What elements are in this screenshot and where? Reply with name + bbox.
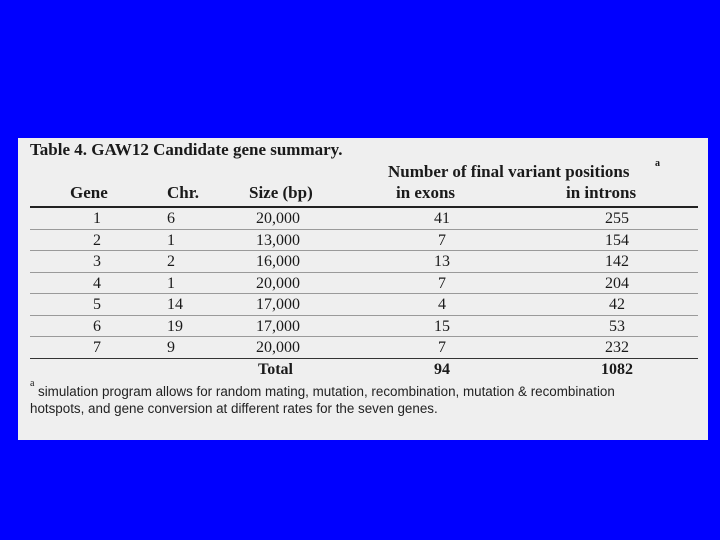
cell-size: 17,000 <box>256 296 300 313</box>
cell-gene: 1 <box>93 210 101 227</box>
table-row <box>30 251 698 273</box>
cell-chr: 1 <box>167 231 175 249</box>
cell-chr: 1 <box>167 274 175 292</box>
cell-gene: 2 <box>93 231 101 249</box>
cell-size: 20,000 <box>256 210 300 227</box>
cell-size: 16,000 <box>256 253 300 270</box>
cell-chr: 19 <box>167 317 183 335</box>
table-row <box>30 294 698 316</box>
total-introns: 1082 <box>601 361 633 378</box>
cell-chr: 14 <box>167 296 183 313</box>
cell-introns: 142 <box>605 253 629 270</box>
cell-gene: 3 <box>93 253 101 270</box>
cell-exons: 4 <box>438 296 446 313</box>
cell-gene: 4 <box>93 274 101 292</box>
cell-size: 20,000 <box>256 339 300 356</box>
cell-introns: 204 <box>605 274 629 292</box>
cell-chr: 9 <box>167 339 175 356</box>
total-label: Total <box>258 361 293 378</box>
header-gene: Gene <box>70 183 108 202</box>
cell-introns: 232 <box>605 339 629 356</box>
footnote-marker: a <box>30 378 35 389</box>
header-variant-positions: Number of final variant positions <box>388 162 630 181</box>
cell-introns: 154 <box>605 231 629 249</box>
footnote <box>30 383 690 417</box>
table-row <box>30 316 698 338</box>
cell-exons: 15 <box>434 317 450 335</box>
total-exons: 94 <box>434 361 450 378</box>
cell-gene: 7 <box>93 339 101 356</box>
header-size: Size (bp) <box>249 183 313 202</box>
cell-gene: 6 <box>93 317 101 335</box>
footnote-line-1: simulation program allows for random mating, mutation, recombination, mutation & recombination <box>38 384 615 399</box>
cell-size: 20,000 <box>256 274 300 292</box>
table-row <box>30 208 698 230</box>
table-title: Table 4. GAW12 Candidate gene summary. <box>30 140 343 159</box>
table-row <box>30 337 698 359</box>
header-chr: Chr. <box>167 183 199 202</box>
table-row <box>30 230 698 252</box>
cell-exons: 41 <box>434 210 450 227</box>
cell-introns: 42 <box>609 296 625 313</box>
cell-chr: 6 <box>167 210 175 227</box>
header-footnote-marker: a <box>655 158 660 169</box>
table-card <box>18 138 708 440</box>
cell-exons: 13 <box>434 253 450 270</box>
cell-gene: 5 <box>93 296 101 313</box>
footnote-line-2: hotspots, and gene conversion at different rates for the seven genes. <box>30 401 438 416</box>
table-row <box>30 273 698 295</box>
total-row <box>30 359 698 380</box>
header-introns: in introns <box>566 183 637 202</box>
cell-introns: 255 <box>605 210 629 227</box>
cell-exons: 7 <box>438 231 446 249</box>
cell-introns: 53 <box>609 317 625 335</box>
cell-exons: 7 <box>438 274 446 292</box>
cell-chr: 2 <box>167 253 175 270</box>
header-exons: in exons <box>396 183 456 202</box>
cell-exons: 7 <box>438 339 446 356</box>
cell-size: 13,000 <box>256 231 300 249</box>
cell-size: 17,000 <box>256 317 300 335</box>
